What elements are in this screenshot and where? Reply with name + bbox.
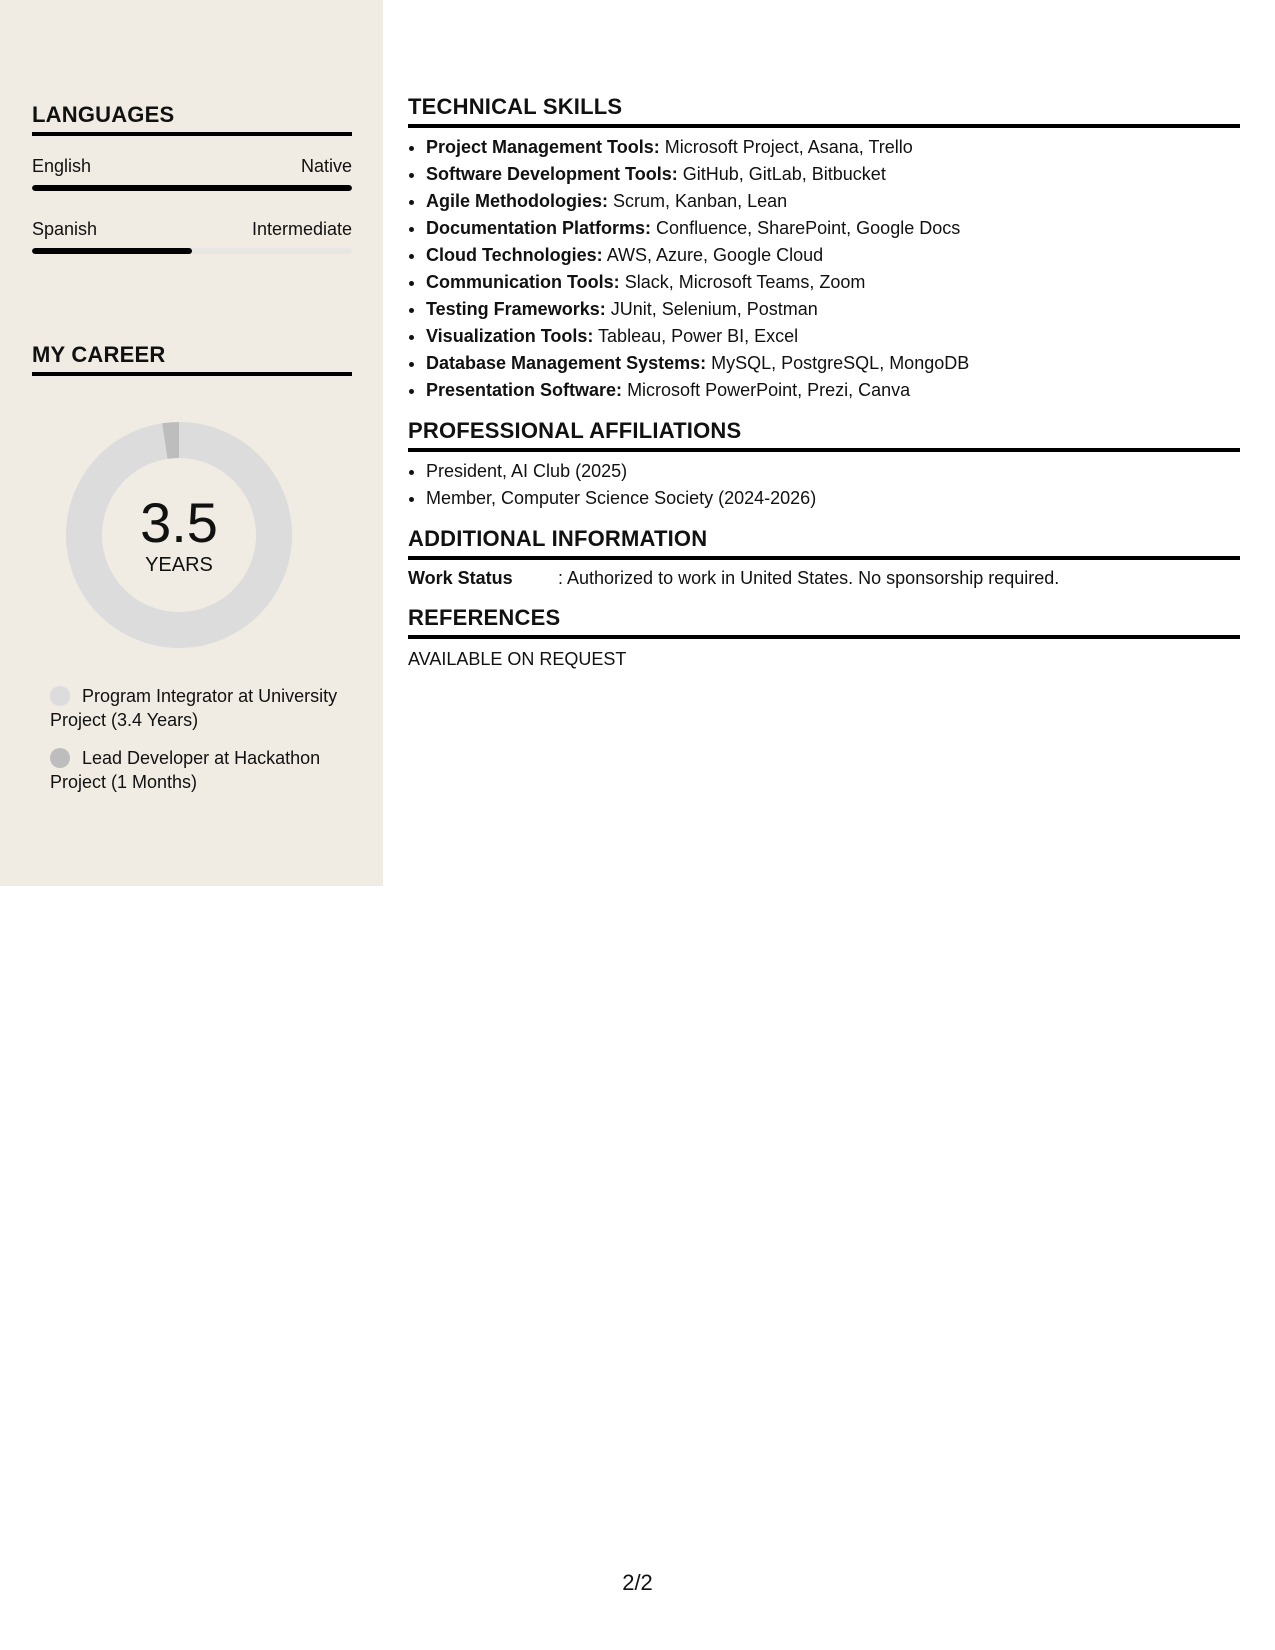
skill-label: Software Development Tools: — [426, 164, 678, 184]
skill-value: Microsoft PowerPoint, Prezi, Canva — [627, 380, 911, 400]
career-section — [32, 342, 352, 376]
skill-label: Agile Methodologies: — [426, 191, 608, 211]
list-item — [426, 269, 1240, 296]
work-status-row — [408, 568, 1240, 589]
skill-value: Scrum, Kanban, Lean — [613, 191, 788, 211]
skill-label: Communication Tools: — [426, 272, 620, 292]
skill-value: Slack, Microsoft Teams, Zoom — [624, 272, 866, 292]
sidebar — [0, 0, 383, 886]
additional-info-title: ADDITIONAL INFORMATION — [408, 526, 1240, 560]
list-item — [426, 377, 1240, 404]
career-title: MY CAREER — [32, 342, 352, 376]
language-proficiency-fill — [32, 185, 352, 191]
legend-dot-icon — [50, 748, 70, 768]
list-item — [426, 242, 1240, 269]
skill-label: Project Management Tools: — [426, 137, 660, 157]
languages-section — [32, 102, 352, 254]
list-item — [426, 161, 1240, 188]
career-donut-center — [66, 422, 292, 648]
references-text: AVAILABLE ON REQUEST — [408, 649, 627, 669]
main-content — [408, 94, 1240, 682]
languages-title: LANGUAGES — [32, 102, 352, 136]
language-item — [32, 156, 352, 191]
list-item: • Member, Computer Science Society (2024-2026) — [426, 485, 1240, 512]
skill-value: Tableau, Power BI, Excel — [598, 326, 799, 346]
skill-value: AWS, Azure, Google Cloud — [606, 245, 824, 265]
technical-skills-list — [408, 134, 1240, 404]
skill-value: Confluence, SharePoint, Google Docs — [656, 218, 961, 238]
affiliations-section — [408, 418, 1240, 512]
skill-value: MySQL, PostgreSQL, MongoDB — [711, 353, 970, 373]
career-donut-chart — [66, 422, 292, 648]
legend-label: Program Integrator at University Project (3.4 Years) — [50, 686, 338, 730]
technical-skills-section — [408, 94, 1240, 404]
references-section — [408, 605, 1240, 670]
career-total-unit: YEARS — [145, 553, 213, 576]
legend-dot-icon — [50, 686, 70, 706]
affiliations-title: PROFESSIONAL AFFILIATIONS — [408, 418, 1240, 452]
list-item — [426, 134, 1240, 161]
skill-label: Cloud Technologies: — [426, 245, 603, 265]
career-total-value: 3.5 — [140, 490, 218, 554]
skill-value: GitHub, GitLab, Bitbucket — [682, 164, 886, 184]
list-item — [426, 188, 1240, 215]
list-item — [426, 215, 1240, 242]
skill-label: Documentation Platforms: — [426, 218, 652, 238]
work-status-value: : Authorized to work in United States. No sponsorship required. — [558, 568, 1060, 588]
language-proficiency-bar — [32, 248, 352, 254]
skill-label: Visualization Tools: — [426, 326, 594, 346]
list-item — [426, 323, 1240, 350]
skill-value: Microsoft Project, Asana, Trello — [664, 137, 913, 157]
skill-label: Database Management Systems: — [426, 353, 707, 373]
language-proficiency-bar — [32, 185, 352, 191]
legend-item — [50, 684, 370, 732]
skill-label: Testing Frameworks: — [426, 299, 606, 319]
list-item — [426, 350, 1240, 377]
skill-value: JUnit, Selenium, Postman — [610, 299, 818, 319]
language-item — [32, 219, 352, 254]
career-legend — [50, 684, 370, 808]
additional-info-section — [408, 526, 1240, 589]
legend-item — [50, 746, 370, 794]
page-number: 2/2 — [622, 1570, 653, 1595]
language-name: Spanish — [32, 219, 98, 239]
language-level: Intermediate — [251, 219, 352, 239]
list-item — [426, 296, 1240, 323]
technical-skills-title: TECHNICAL SKILLS — [408, 94, 1240, 128]
language-level: Native — [300, 156, 352, 176]
language-proficiency-fill — [32, 248, 192, 254]
language-name: English — [32, 156, 92, 176]
references-title: REFERENCES — [408, 605, 1240, 639]
affiliations-list — [408, 458, 1240, 512]
work-status-key: Work Status — [408, 568, 513, 588]
list-item: • President, AI Club (2025) — [426, 458, 1240, 485]
legend-label: Lead Developer at Hackathon Project (1 Months) — [50, 748, 321, 792]
skill-label: Presentation Software: — [426, 380, 623, 400]
